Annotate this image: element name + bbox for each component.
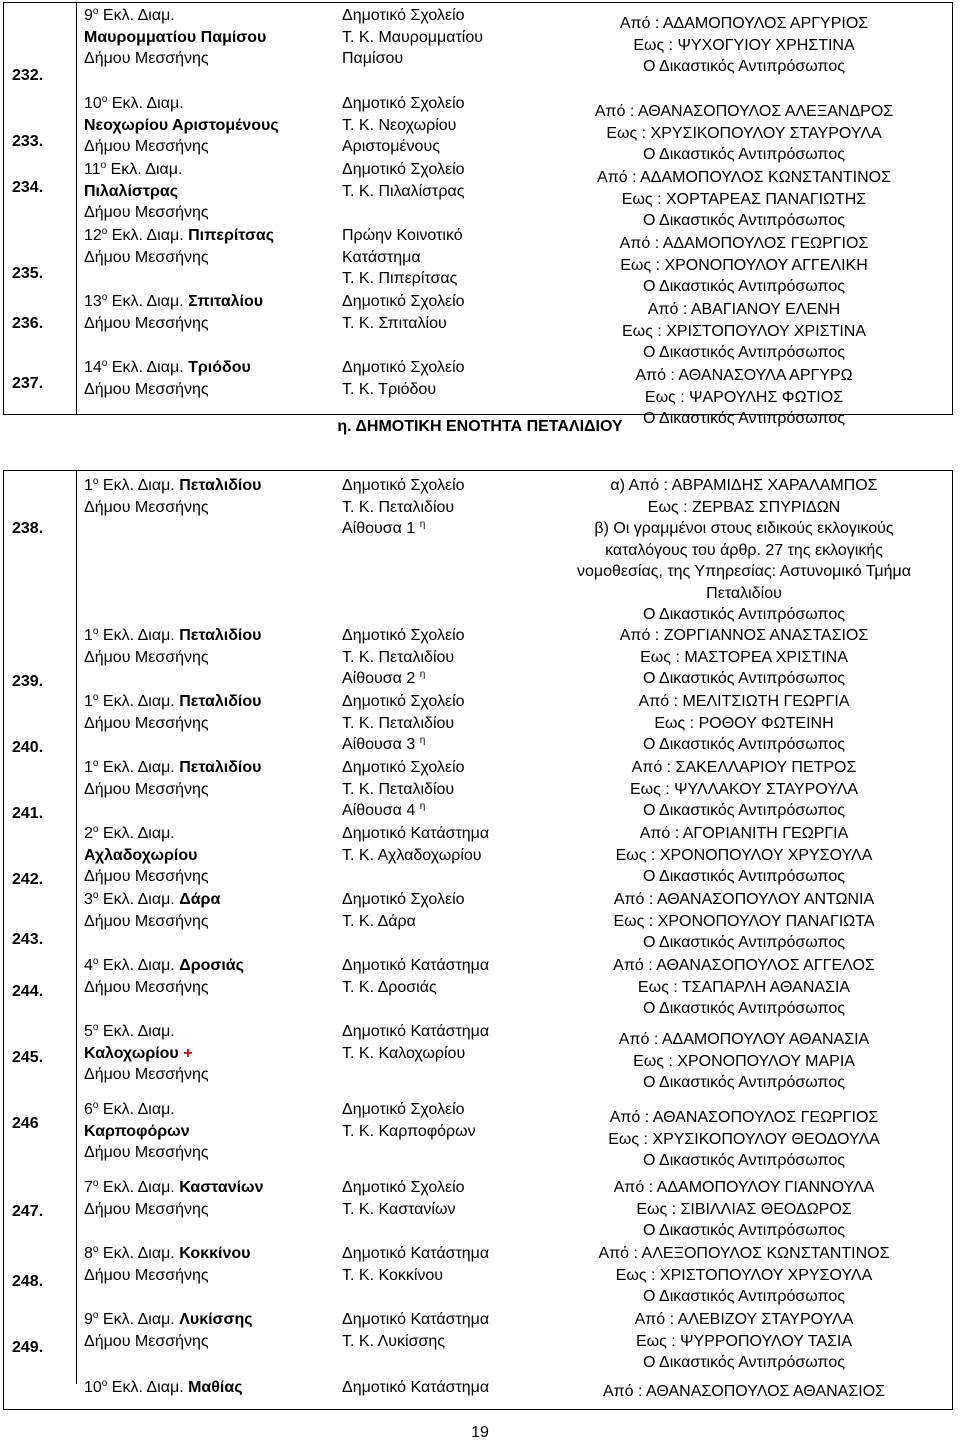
municipality: Δήμου Μεσσήνης [84,780,209,798]
ordinal: $10^o$ [84,1378,108,1396]
district-area: Σπιταλίου [188,293,264,310]
district-area: Πιπερίτσας [188,227,275,244]
row-number: 240. [12,739,44,756]
rep-line: Ο Δικαστικός Αντιπρόσωπος [643,670,845,687]
district-name [84,1021,209,1086]
place-line: Κατάστημα [342,248,421,266]
representative [534,101,954,166]
district-line: $8^o$ Εκλ. Διαμ. Κοκκίνου [84,1244,251,1262]
municipality: Δήμου Μεσσήνης [84,648,209,666]
section-title: η. ΔΗΜΟΤΙΚΗ ΕΝΟΤΗΤΑ ΠΕΤΑΛΙΔΙΟΥ [337,418,623,435]
ordinal-suffix: ο [92,824,99,835]
ordinal: $8^o$ [84,1244,99,1262]
rep-line: Εως : ΧΡΙΣΤΟΠΟΥΛΟΥ ΧΡΥΣΟΥΛΑ [615,1266,873,1284]
municipality: Δήμου Μεσσήνης [84,1066,209,1083]
district-name [84,955,244,998]
ordinal: $1^o$ [84,476,99,494]
place-line: Δημοτικό Σχολείο [342,1101,465,1118]
ordinal: $6^o$ [84,1100,99,1118]
polling-place [342,357,465,400]
rep-line: Από : ΑΔΑΜΟΠΟΥΛΟΥ ΑΘΑΝΑΣΙΑ [618,1031,870,1048]
district-area: Πεταλιδίου [179,759,262,776]
representative [534,299,954,364]
row-number: 237. [12,375,44,392]
plus-mark: + [183,1044,193,1062]
place-line: Τ. Κ. Νεοχωρίου [342,116,457,134]
ordinal-suffix: ο [92,1244,99,1255]
place-line: Τ. Κ. Πεταλιδίου [342,498,455,516]
place-line: Δημοτικό Σχολείο [342,7,465,24]
place-line: Τ. Κ. Καρποφόρων [342,1122,476,1140]
ordinal-suffix: ο [92,6,99,17]
rep-line: Εως : ΧΡΟΝΟΠΟΥΛΟΥ ΑΓΓΕΛΙΚΗ [620,256,868,274]
place-line: Δημοτικό Σχολείο [342,293,465,310]
rep-line: Ο Δικαστικός Αντιπρόσωπος [643,1288,845,1305]
representative [534,475,954,626]
rep-line: Ο Δικαστικός Αντιπρόσωπος [643,606,845,623]
representative [534,1177,954,1242]
district-area: Καλοχωρίου + [84,1044,193,1062]
municipality: Δήμου Μεσσήνης [84,138,209,155]
rep-line: Εως : ΧΡΥΣΙΚΟΠΟΥΛΟΥ ΘΕΟΔΟΥΛΑ [608,1130,880,1148]
rep-line: Εως : ΧΟΡΤΑΡΕΑΣ ΠΑΝΑΓΙΩΤΗΣ [621,190,867,208]
ordinal-suffix: ο [92,476,99,487]
municipality: Δήμου Μεσσήνης [84,380,209,398]
place-line: Δημοτικό Σχολείο [342,759,465,776]
district-area: Δάρα [179,891,221,908]
district-area: Καρποφόρων [84,1122,190,1140]
ordinal-suffix: ο [92,1178,99,1189]
representative [534,1107,954,1172]
rep-line: Ο Δικαστικός Αντιπρόσωπος [643,1000,845,1017]
row-number: 242. [12,871,44,888]
place-line: Τ. Κ. Πιλαλίστρας [342,182,465,200]
rep-line: Ο Δικαστικός Αντιπρόσωπος [643,278,845,295]
ordinal: $14^o$ [84,358,108,376]
district-line: $10^o$ Εκλ. Διαμ. Μαθίας [84,1378,243,1396]
ordinal: $2^o$ [84,824,99,842]
rep-line: νομοθεσίας, της Υπηρεσίας: Αστυνομικό Τμήμα [577,563,911,580]
ordinal: $1^o$ [84,758,99,776]
district-name [84,625,261,668]
place-line: Τ. Κ. Λυκίσσης [342,1332,445,1350]
district-line: $10^o$ Εκλ. Διαμ. [84,94,184,112]
place-line: Δημοτικό Σχολείο [342,95,465,112]
district-line: $12^o$ Εκλ. Διαμ. Πιπερίτσας [84,226,275,244]
municipality: Δήμου Μεσσήνης [84,1200,209,1218]
municipality: Δήμου Μεσσήνης [84,978,209,996]
ordinal-suffix: ο [92,626,99,637]
room-suffix: η [419,519,426,530]
district-name [84,5,266,70]
ordinal-suffix: ο [100,160,107,171]
rep-line: Εως : ΧΡΟΝΟΠΟΥΛΟΥ ΠΑΝΑΓΙΩΤΑ [613,912,875,930]
municipality: Δήμου Μεσσήνης [84,204,209,221]
representative: Από : ΑΘΑΝΑΣΟΠΟΥΛΟΣ ΑΘΑΝΑΣΙΟΣ [602,1383,886,1400]
ordinal: $1^o$ [84,626,99,644]
ordinal: $13^o$ [84,292,108,310]
place-line: Τ. Κ. Κοκκίνου [342,1266,444,1284]
polling-place [342,5,483,70]
polling-place [342,475,465,540]
district-name [84,291,263,334]
rep-line: Ο Δικαστικός Αντιπρόσωπος [643,146,845,163]
polling-place [342,691,465,756]
place-line: Τ. Κ. Δάρα [342,912,416,930]
district-name [84,225,274,268]
ordinal-suffix: ο [92,692,99,703]
row-number: 244. [12,983,44,1000]
ordinal: $9^o$ [84,6,99,24]
room-suffix: η [419,735,426,746]
place-line: Δημοτικό Σχολείο [342,891,465,908]
rep-line: Εως : ΨΥΡΡΟΠΟΥΛΟΥ ΤΑΣΙΑ [635,1332,853,1350]
place-line: Δημοτικό Σχολείο [342,693,465,710]
polling-place [342,889,465,932]
rep-line: Εως : ΨΥΧΟΓΥΙΟΥ ΧΡΗΣΤΙΝΑ [633,36,855,54]
row-number: 241. [12,805,44,822]
district-line: $11^o$ Εκλ. Διαμ. [84,160,183,178]
district-name [84,1377,243,1399]
district-area: Κοκκίνου [179,1245,251,1262]
district-name [84,357,251,400]
place-line: Αίθουσα 4 $^\eta$ [342,801,426,819]
rep-line: Εως : ΧΡΙΣΤΟΠΟΥΛΟΥ ΧΡΙΣΤΙΝΑ [621,322,867,340]
place-line: Δημοτικό Κατάστημα [342,825,490,842]
district-area: Δροσιάς [179,957,244,974]
rep-line: Ο Δικαστικός Αντιπρόσωπος [643,344,845,361]
ordinal-suffix: ο [101,1378,108,1389]
ordinal-suffix: ο [101,94,108,105]
rep-line: Από : ΑΛΕΞΟΠΟΥΛΟΣ ΚΩΝΣΤΑΝΤΙΝΟΣ [598,1245,890,1262]
row-number: 246 [12,1115,39,1132]
district-area: Μαυρομματίου Παμίσου [84,28,267,46]
representative [534,889,954,954]
place-line: Τ. Κ. Πεταλιδίου [342,780,455,798]
district-area: Τριόδου [188,359,251,376]
representative [534,625,954,690]
rep-line: Από : ΑΔΑΜΟΠΟΥΛΟΣ ΑΡΓΥΡΙΟΣ [619,15,869,32]
district-name [84,823,209,888]
rep-line: α) Από : ΑΒΡΑΜΙΔΗΣ ΧΑΡΑΛΑΜΠΟΣ [610,477,878,494]
place-line: Αριστομένους [342,138,440,155]
district-name [84,691,261,734]
polling-place [342,955,489,998]
ordinal: $4^o$ [84,956,99,974]
polling-place: Δημοτικό Κατάστημα [342,1379,490,1396]
district-area: Πεταλιδίου [179,693,262,710]
rep-line: Εως : ΨΑΡΟΥΛΗΣ ΦΩΤΙΟΣ [644,388,844,406]
ordinal: $9^o$ [84,1310,99,1328]
district-area: Αχλαδοχωρίου [84,846,198,864]
municipality: Δήμου Μεσσήνης [84,1332,209,1350]
row-number: 239. [12,673,44,690]
district-area: Πιλαλίστρας [84,182,179,200]
polling-place [342,1243,489,1286]
municipality: Δήμου Μεσσήνης [84,50,209,67]
place-line: Δημοτικό Σχολείο [342,477,465,494]
rep-line: καταλόγους του άρθρ. 27 της εκλογικής [605,541,883,559]
rep-line: Από : ΑΛΕΒΙΖΟΥ ΣΤΑΥΡΟΥΛΑ [634,1311,854,1328]
ordinal-suffix: ο [101,292,108,303]
rep-line: Από : ΑΔΑΜΟΠΟΥΛΟΣ ΚΩΝΣΤΑΝΤΙΝΟΣ [597,169,891,186]
ordinal: $5^o$ [84,1022,99,1040]
rep-line: Εως : ΧΡΟΝΟΠΟΥΛΟΥ ΜΑΡΙΑ [633,1052,855,1070]
municipality: Δήμου Μεσσήνης [84,248,209,266]
rep-line: Από : ΑΘΑΝΑΣΟΠΟΥΛΟΣ ΑΓΓΕΛΟΣ [613,957,875,974]
district-line: $3^o$ Εκλ. Διαμ. Δάρα [84,890,221,908]
district-line: $14^o$ Εκλ. Διαμ. Τριόδου [84,358,251,376]
representative [534,233,954,298]
municipality: Δήμου Μεσσήνης [84,498,209,516]
polling-place [342,1099,476,1142]
representative [534,757,954,822]
ordinal-suffix: ο [92,758,99,769]
rep-line: Από : ΑΘΑΝΑΣΟΠΟΥΛΟΥ ΑΝΤΩΝΙΑ [613,891,875,908]
rep-line: Ο Δικαστικός Αντιπρόσωπος [643,868,845,885]
rep-line: Ο Δικαστικός Αντιπρόσωπος [643,1152,845,1169]
rep-line: Από : ΜΕΛΙΤΣΙΩΤΗ ΓΕΩΡΓΙΑ [638,693,850,710]
rep-line: Από : ΑΔΑΜΟΠΟΥΛΟΣ ΓΕΩΡΓΙΟΣ [619,235,869,252]
district-line: $1^o$ Εκλ. Διαμ. Πεταλιδίου [84,692,262,710]
place-line: Αίθουσα 1 $^\eta$ [342,519,426,537]
district-line: $9^o$ Εκλ. Διαμ. [84,6,175,24]
rep-line: Εως : ΡΟΘΟΥ ΦΩΤΕΙΝΗ [654,714,834,732]
place-line: Δημοτικό Σχολείο [342,359,465,376]
representative [534,1243,954,1308]
rep-line: Από : ΑΔΑΜΟΠΟΥΛΟΥ ΓΙΑΝΝΟΥΛΑ [613,1179,875,1196]
district-area: Μαθίας [188,1379,243,1396]
place-line: Παμίσου [342,50,404,67]
rep-line: Ο Δικαστικός Αντιπρόσωπος [643,410,845,427]
district-name [84,1243,250,1286]
rep-line: Εως : ΧΡΟΝΟΠΟΥΛΟΥ ΧΡΥΣΟΥΛΑ [615,846,873,864]
district-name [84,159,209,224]
rep-line: Από : ΑΘΑΝΑΣΟΠΟΥΛΟΣ ΓΕΩΡΓΙΟΣ [609,1109,879,1126]
polling-place [342,291,465,334]
rep-line: β) Οι γραμμένοι στους ειδικούς εκλογικούς [594,520,894,537]
place-line: Πρώην Κοινοτικό [342,227,463,244]
representative [534,167,954,232]
rep-line: Εως : ΜΑΣΤΟΡΕΑ ΧΡΙΣΤΙΝΑ [640,648,848,666]
rep-line: Ο Δικαστικός Αντιπρόσωπος [643,1074,845,1091]
col-divider [76,3,77,414]
district-area: Λυκίσσης [179,1311,253,1328]
district-name [84,1099,209,1164]
representative [534,955,954,1020]
ordinal-suffix: ο [101,358,108,369]
ordinal-suffix: ο [92,890,99,901]
rep-line: Εως : ΧΡΥΣΙΚΟΠΟΥΛΟΥ ΣΤΑΥΡΟΥΛΑ [606,124,882,142]
ordinal-suffix: ο [92,956,99,967]
rep-line: Από : ΣΑΚΕΛΛΑΡΙΟΥ ΠΕΤΡΟΣ [631,759,857,776]
row-number: 235. [12,265,44,282]
district-line: $4^o$ Εκλ. Διαμ. Δροσιάς [84,956,244,974]
row-number: 238. [12,520,44,537]
place-line: Δημοτικό Σχολείο [342,161,465,178]
polling-place [342,159,465,202]
rep-line: Εως : ΤΣΑΠΑΡΛΗ ΑΘΑΝΑΣΙΑ [637,978,851,996]
ordinal-suffix: ο [101,226,108,237]
place-line: Τ. Κ. Καστανίων [342,1200,456,1218]
ordinal: $12^o$ [84,226,108,244]
row-number: 245. [12,1049,44,1066]
place-line: Αίθουσα 2 $^\eta$ [342,669,426,687]
ordinal: $7^o$ [84,1178,99,1196]
rep-line: Ο Δικαστικός Αντιπρόσωπος [643,1354,845,1371]
district-name [84,757,261,800]
ordinal-suffix: ο [92,1022,99,1033]
row-number: 247. [12,1203,44,1220]
row-number: 234. [12,179,44,196]
place-line: Δημοτικό Κατάστημα [342,1023,490,1040]
district-line: $1^o$ Εκλ. Διαμ. Πεταλιδίου [84,758,262,776]
municipality: Δήμου Μεσσήνης [84,714,209,732]
municipality: Δήμου Μεσσήνης [84,912,209,930]
municipality: Δήμου Μεσσήνης [84,314,209,332]
place-line: Αίθουσα 3 $^\eta$ [342,735,426,753]
place-line: Τ. Κ. Πιπερίτσας [342,270,458,287]
district-line: $2^o$ Εκλ. Διαμ. [84,824,175,842]
representative [534,13,954,78]
representative [534,823,954,888]
district-name [84,1309,253,1352]
district-area: Καστανίων [179,1179,264,1196]
district-name [84,889,220,932]
representative [534,1029,954,1094]
place-line: Τ. Κ. Δροσιάς [342,978,437,996]
place-line: Τ. Κ. Αχλαδοχωρίου [342,846,482,864]
polling-place [342,757,465,822]
row-number: 232. [12,67,44,84]
representative [534,691,954,756]
ordinal: $1^o$ [84,692,99,710]
district-line: $7^o$ Εκλ. Διαμ. Καστανίων [84,1178,264,1196]
district-line: $13^o$ Εκλ. Διαμ. Σπιταλίου [84,292,264,310]
polling-place [342,625,465,690]
polling-place [342,1021,489,1064]
rep-line: Ο Δικαστικός Αντιπρόσωπος [643,212,845,229]
district-line: $1^o$ Εκλ. Διαμ. Πεταλιδίου [84,626,262,644]
district-area: Πεταλιδίου [179,627,262,644]
district-line: $5^o$ Εκλ. Διαμ. [84,1022,175,1040]
col-divider [76,471,77,1384]
place-line: Δημοτικό Κατάστημα [342,1245,490,1262]
rep-line: Πεταλιδίου [706,584,782,602]
polling-place [342,823,489,866]
polling-place [342,1177,465,1220]
district-line: $6^o$ Εκλ. Διαμ. [84,1100,175,1118]
place-line: Τ. Κ. Τριόδου [342,380,437,398]
place-line: Δημοτικό Σχολείο [342,627,465,644]
place-line: Τ. Κ. Πεταλιδίου [342,714,455,732]
bottom-table [3,470,953,1410]
rep-line: Ο Δικαστικός Αντιπρόσωπος [643,802,845,819]
rep-line: Ο Δικαστικός Αντιπρόσωπος [643,58,845,75]
rep-line: Ο Δικαστικός Αντιπρόσωπος [643,934,845,951]
representative [534,1309,954,1374]
row-number: 243. [12,931,44,948]
row-number: 249. [12,1339,44,1356]
district-name [84,93,279,158]
rep-line: Ο Δικαστικός Αντιπρόσωπος [643,1222,845,1239]
room-suffix: η [419,669,426,680]
row-number: 248. [12,1273,44,1290]
place-line: Δημοτικό Κατάστημα [342,957,490,974]
district-area: Πεταλιδίου [179,477,262,494]
rep-line: Εως : ΨΥΛΛΑΚΟΥ ΣΤΑΥΡΟΥΛΑ [629,780,859,798]
ordinal-suffix: ο [92,1100,99,1111]
rep-line: Εως : ΖΕΡΒΑΣ ΣΠΥΡΙΔΩΝ [647,498,841,516]
place-line: Τ. Κ. Πεταλιδίου [342,648,455,666]
municipality: Δήμου Μεσσήνης [84,1144,209,1161]
municipality: Δήμου Μεσσήνης [84,868,209,885]
rep-line: Από : ΑΘΑΝΑΣΟΥΛΑ ΑΡΓΥΡΩ [635,367,853,384]
rep-line: Ο Δικαστικός Αντιπρόσωπος [643,736,845,753]
polling-place [342,225,463,290]
district-name [84,1177,263,1220]
district-line: $1^o$ Εκλ. Διαμ. Πεταλιδίου [84,476,262,494]
room-suffix: η [419,801,426,812]
rep-line: Από : ΑΓΟΡΙΑΝΙΤΗ ΓΕΩΡΓΙΑ [639,825,849,842]
place-line: Τ. Κ. Σπιταλίου [342,314,447,332]
rep-line: Από : ΖΟΡΓΙΑΝΝΟΣ ΑΝΑΣΤΑΣΙΟΣ [619,627,869,644]
rep-line: Εως : ΣΙΒΙΛΛΙΑΣ ΘΕΟΔΩΡΟΣ [636,1200,852,1218]
place-line: Τ. Κ. Μαυρομματίου [342,28,484,46]
ordinal: $3^o$ [84,890,99,908]
district-name [84,475,261,518]
row-number: 236. [12,315,44,332]
polling-place [342,1309,489,1352]
row-number: 233. [12,133,44,150]
polling-place [342,93,465,158]
place-line: Δημοτικό Κατάστημα [342,1311,490,1328]
ordinal: $10^o$ [84,94,108,112]
rep-line: Από : ΑΒΑΓΙΑΝΟΥ ΕΛΕΝΗ [647,301,841,318]
rep-line: Από : ΑΘΑΝΑΣΟΠΟΥΛΟΣ ΑΛΕΞΑΝΔΡΟΣ [594,103,894,120]
ordinal: $11^o$ [84,160,107,178]
place-line: Δημοτικό Σχολείο [342,1179,465,1196]
district-area: Νεοχωρίου Αριστομένους [84,116,279,134]
place-line: Τ. Κ. Καλοχωρίου [342,1044,466,1062]
municipality: Δήμου Μεσσήνης [84,1266,209,1284]
ordinal-suffix: ο [92,1310,99,1321]
district-line: $9^o$ Εκλ. Διαμ. Λυκίσσης [84,1310,253,1328]
page-number: 19 [471,1424,489,1441]
